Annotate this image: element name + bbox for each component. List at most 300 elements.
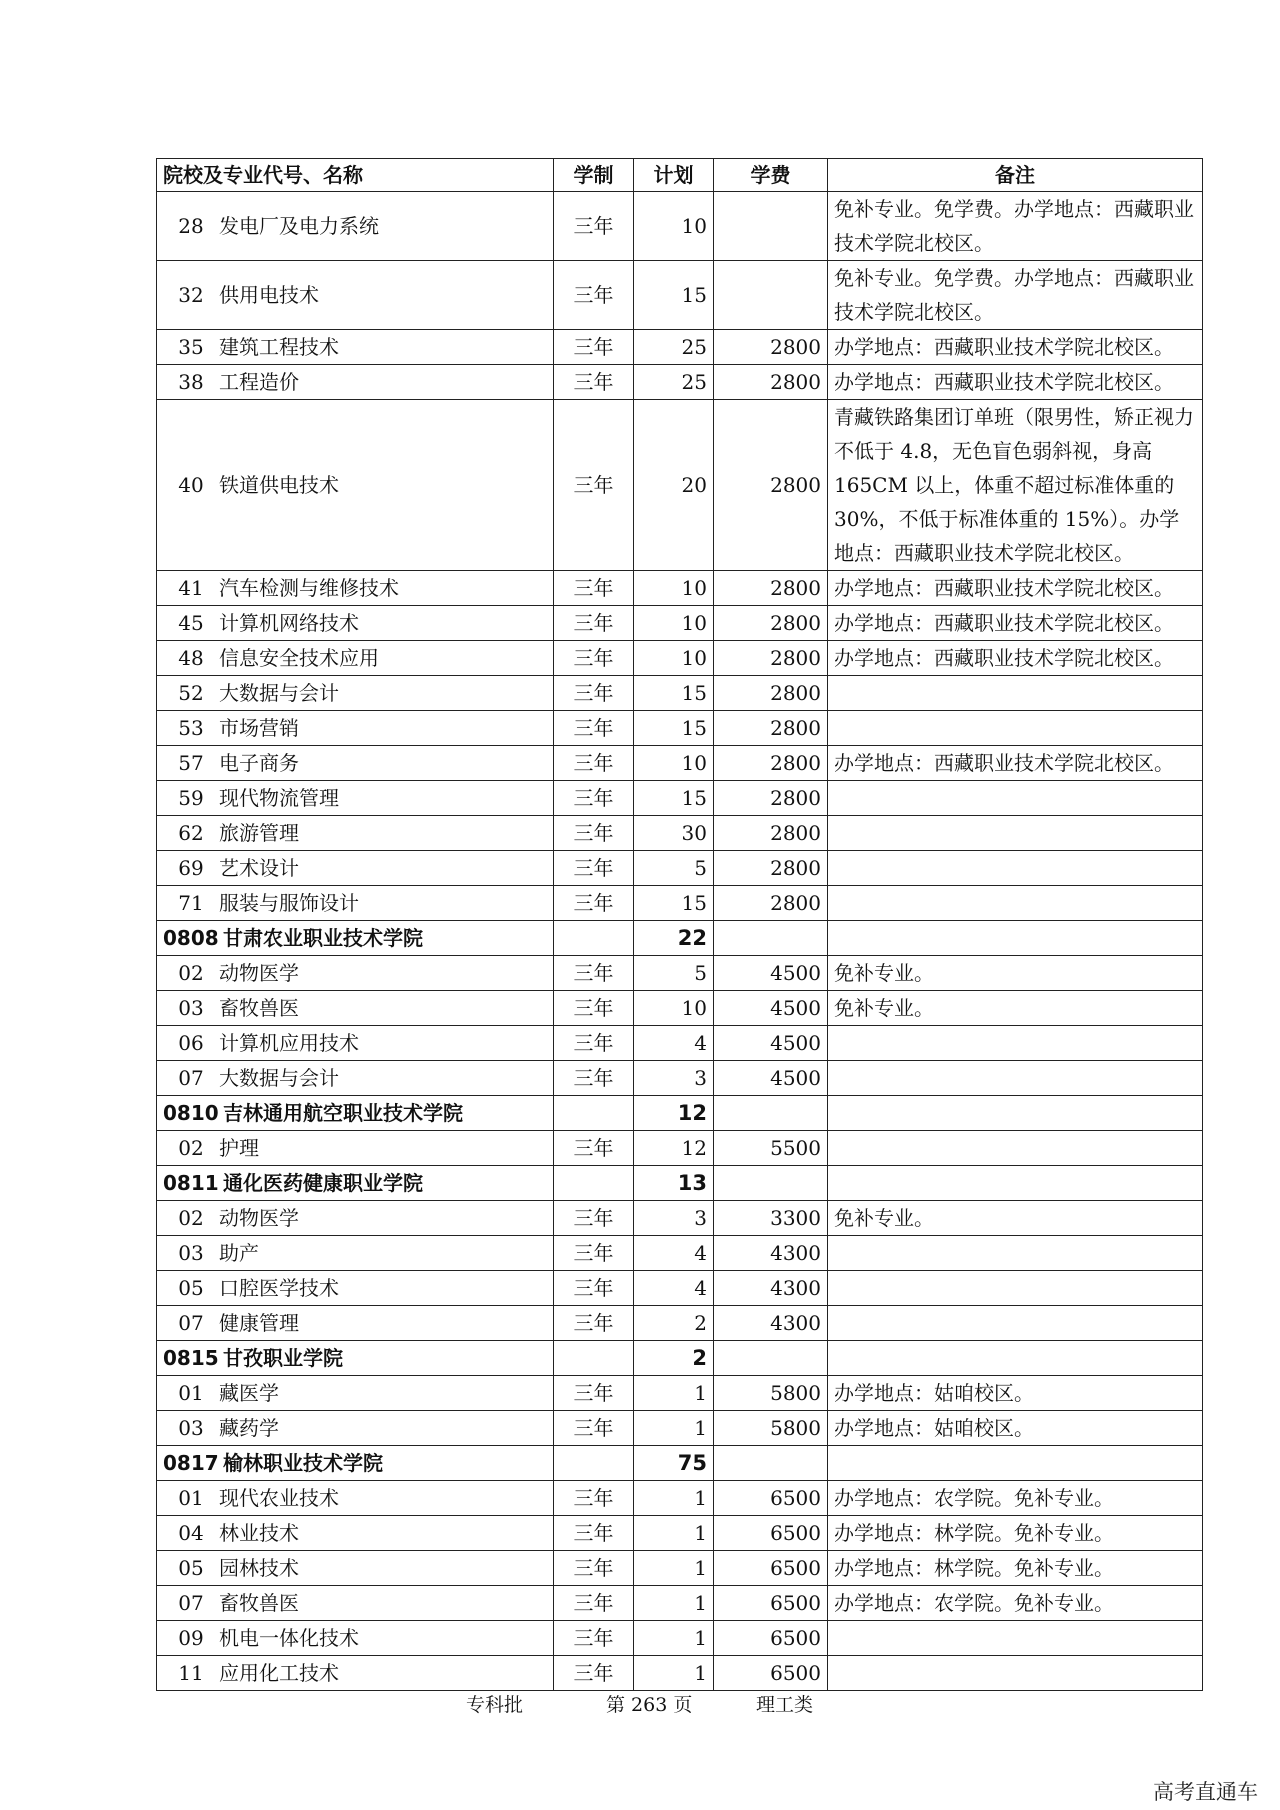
plan-cell: 75 <box>634 1446 714 1481</box>
name: 发电厂及电力系统 <box>219 214 379 238</box>
fee-cell: 2800 <box>714 851 828 886</box>
fee-cell: 6500 <box>714 1516 828 1551</box>
years-cell: 三年 <box>554 400 634 571</box>
note-cell <box>828 1271 1203 1306</box>
years-cell: 三年 <box>554 1481 634 1516</box>
table-row <box>157 261 1203 330</box>
note-cell <box>828 1166 1203 1201</box>
table-row <box>157 365 1203 400</box>
plan-cell: 30 <box>634 816 714 851</box>
name-cell <box>157 1166 554 1201</box>
code: 06 <box>178 1031 204 1055</box>
years-cell: 三年 <box>554 1131 634 1166</box>
years-cell <box>554 1166 634 1201</box>
note-cell: 办学地点：西藏职业技术学院北校区。 <box>828 571 1203 606</box>
code: 02 <box>178 1136 204 1160</box>
fee-cell <box>714 1341 828 1376</box>
name: 畜牧兽医 <box>219 996 299 1020</box>
plan-cell: 10 <box>634 571 714 606</box>
years-cell: 三年 <box>554 1656 634 1691</box>
table-row <box>157 1586 1203 1621</box>
plan-cell: 12 <box>634 1096 714 1131</box>
table-row <box>157 1481 1203 1516</box>
name: 计算机应用技术 <box>219 1031 359 1055</box>
code: 03 <box>178 1416 204 1440</box>
header-fee: 学费 <box>714 159 828 192</box>
school-row <box>157 1446 1203 1481</box>
plan-cell: 10 <box>634 606 714 641</box>
plan-cell: 5 <box>634 851 714 886</box>
fee-cell: 2800 <box>714 606 828 641</box>
fee-cell: 5800 <box>714 1411 828 1446</box>
fee-cell <box>714 1446 828 1481</box>
code: 0808 <box>163 926 219 950</box>
name-cell <box>157 886 554 921</box>
table-row <box>157 1026 1203 1061</box>
note-cell: 免补专业。 <box>828 991 1203 1026</box>
code: 01 <box>178 1486 204 1510</box>
fee-cell <box>714 1096 828 1131</box>
name-cell <box>157 1481 554 1516</box>
fee-cell <box>714 921 828 956</box>
name: 动物医学 <box>219 1206 299 1230</box>
years-cell: 三年 <box>554 851 634 886</box>
name: 建筑工程技术 <box>219 335 339 359</box>
code: 04 <box>178 1521 204 1545</box>
note-cell: 免补专业。 <box>828 956 1203 991</box>
name: 工程造价 <box>219 370 299 394</box>
years-cell: 三年 <box>554 1306 634 1341</box>
header-note: 备注 <box>828 159 1203 192</box>
table-row <box>157 1061 1203 1096</box>
note-cell: 免补专业。免学费。办学地点：西藏职业技术学院北校区。 <box>828 192 1203 261</box>
fee-cell: 4500 <box>714 956 828 991</box>
fee-cell: 5800 <box>714 1376 828 1411</box>
name-cell <box>157 956 554 991</box>
code: 07 <box>178 1311 204 1335</box>
note-cell <box>828 1096 1203 1131</box>
code: 05 <box>178 1556 204 1580</box>
fee-cell: 2800 <box>714 816 828 851</box>
table-row <box>157 711 1203 746</box>
name-cell <box>157 641 554 676</box>
note-cell <box>828 1306 1203 1341</box>
name-cell <box>157 746 554 781</box>
name-cell <box>157 261 554 330</box>
name: 大数据与会计 <box>219 1066 339 1090</box>
years-cell: 三年 <box>554 886 634 921</box>
name-cell <box>157 1551 554 1586</box>
name-cell <box>157 192 554 261</box>
years-cell <box>554 1096 634 1131</box>
plan-cell: 3 <box>634 1061 714 1096</box>
footer-batch: 专科批 <box>466 1694 524 1716</box>
plan-cell: 20 <box>634 400 714 571</box>
plan-cell: 15 <box>634 676 714 711</box>
name: 信息安全技术应用 <box>219 646 379 670</box>
code: 71 <box>178 891 204 915</box>
years-cell: 三年 <box>554 1201 634 1236</box>
note-cell <box>828 1061 1203 1096</box>
name: 市场营销 <box>219 716 299 740</box>
fee-cell: 6500 <box>714 1656 828 1691</box>
name: 艺术设计 <box>219 856 299 880</box>
years-cell: 三年 <box>554 571 634 606</box>
code: 41 <box>178 576 204 600</box>
years-cell: 三年 <box>554 1026 634 1061</box>
table-row <box>157 330 1203 365</box>
name: 甘孜职业学院 <box>223 1346 343 1370</box>
code: 07 <box>178 1066 204 1090</box>
plan-cell: 15 <box>634 261 714 330</box>
name: 通化医药健康职业学院 <box>223 1171 423 1195</box>
name-cell <box>157 1131 554 1166</box>
school-row <box>157 1096 1203 1131</box>
code: 02 <box>178 961 204 985</box>
plan-cell: 1 <box>634 1586 714 1621</box>
plan-cell: 10 <box>634 192 714 261</box>
school-row <box>157 1166 1203 1201</box>
fee-cell: 2800 <box>714 571 828 606</box>
note-cell <box>828 816 1203 851</box>
plan-cell: 1 <box>634 1376 714 1411</box>
plan-cell: 10 <box>634 641 714 676</box>
table-row <box>157 606 1203 641</box>
note-cell: 办学地点：姑咱校区。 <box>828 1376 1203 1411</box>
name-cell <box>157 816 554 851</box>
name: 服装与服饰设计 <box>219 891 359 915</box>
years-cell: 三年 <box>554 261 634 330</box>
fee-cell: 6500 <box>714 1621 828 1656</box>
name: 健康管理 <box>219 1311 299 1335</box>
table-row <box>157 991 1203 1026</box>
name-cell <box>157 711 554 746</box>
years-cell: 三年 <box>554 1516 634 1551</box>
note-cell <box>828 1131 1203 1166</box>
fee-cell: 4300 <box>714 1271 828 1306</box>
fee-cell: 2800 <box>714 781 828 816</box>
name: 供用电技术 <box>219 283 319 307</box>
plan-cell: 25 <box>634 365 714 400</box>
fee-cell: 2800 <box>714 886 828 921</box>
code: 52 <box>178 681 204 705</box>
name-cell <box>157 781 554 816</box>
plan-cell: 4 <box>634 1026 714 1061</box>
name-cell <box>157 991 554 1026</box>
name: 助产 <box>219 1241 259 1265</box>
table-row <box>157 1131 1203 1166</box>
code: 0815 <box>163 1346 219 1370</box>
table-row <box>157 192 1203 261</box>
years-cell: 三年 <box>554 1376 634 1411</box>
table-row <box>157 400 1203 571</box>
plan-cell: 2 <box>634 1306 714 1341</box>
note-cell: 办学地点：西藏职业技术学院北校区。 <box>828 641 1203 676</box>
years-cell: 三年 <box>554 711 634 746</box>
note-cell: 免补专业。 <box>828 1201 1203 1236</box>
name-cell <box>157 1516 554 1551</box>
admission-plan-table <box>156 158 1203 1691</box>
fee-cell: 4300 <box>714 1236 828 1271</box>
note-cell: 办学地点：林学院。免补专业。 <box>828 1551 1203 1586</box>
fee-cell: 2800 <box>714 330 828 365</box>
watermark: 高考直通车 <box>1153 1780 1258 1804</box>
plan-cell: 15 <box>634 711 714 746</box>
name-cell <box>157 1586 554 1621</box>
plan-cell: 22 <box>634 921 714 956</box>
table-row <box>157 571 1203 606</box>
fee-cell: 2800 <box>714 641 828 676</box>
table-body <box>157 192 1203 1691</box>
name-cell <box>157 365 554 400</box>
name: 藏医学 <box>219 1381 279 1405</box>
table-row <box>157 1201 1203 1236</box>
footer-page-number: 第 263 页 <box>606 1694 693 1716</box>
code: 45 <box>178 611 204 635</box>
name-cell <box>157 1061 554 1096</box>
code: 05 <box>178 1276 204 1300</box>
plan-cell: 13 <box>634 1166 714 1201</box>
note-cell: 办学地点：农学院。免补专业。 <box>828 1586 1203 1621</box>
name-cell <box>157 1656 554 1691</box>
years-cell: 三年 <box>554 1586 634 1621</box>
fee-cell: 4300 <box>714 1306 828 1341</box>
note-cell <box>828 1026 1203 1061</box>
school-row <box>157 1341 1203 1376</box>
note-cell <box>828 851 1203 886</box>
plan-cell: 3 <box>634 1201 714 1236</box>
years-cell: 三年 <box>554 781 634 816</box>
name: 园林技术 <box>219 1556 299 1580</box>
table-row <box>157 1411 1203 1446</box>
fee-cell: 6500 <box>714 1481 828 1516</box>
name: 甘肃农业职业技术学院 <box>223 926 423 950</box>
fee-cell <box>714 261 828 330</box>
name-cell <box>157 1201 554 1236</box>
code: 40 <box>178 473 204 497</box>
table-row <box>157 746 1203 781</box>
code: 01 <box>178 1381 204 1405</box>
fee-cell: 6500 <box>714 1586 828 1621</box>
note-cell <box>828 1341 1203 1376</box>
school-row <box>157 921 1203 956</box>
note-cell <box>828 921 1203 956</box>
table-row <box>157 641 1203 676</box>
name: 电子商务 <box>219 751 299 775</box>
table-row <box>157 781 1203 816</box>
code: 02 <box>178 1206 204 1230</box>
code: 0817 <box>163 1451 219 1475</box>
table-row <box>157 1236 1203 1271</box>
fee-cell: 2800 <box>714 711 828 746</box>
name: 畜牧兽医 <box>219 1591 299 1615</box>
name: 现代物流管理 <box>219 786 339 810</box>
name: 藏药学 <box>219 1416 279 1440</box>
table-row <box>157 1551 1203 1586</box>
code: 59 <box>178 786 204 810</box>
note-cell <box>828 781 1203 816</box>
years-cell: 三年 <box>554 816 634 851</box>
fee-cell: 4500 <box>714 1026 828 1061</box>
note-cell: 办学地点：西藏职业技术学院北校区。 <box>828 746 1203 781</box>
name: 现代农业技术 <box>219 1486 339 1510</box>
name: 吉林通用航空职业技术学院 <box>223 1101 463 1125</box>
table-row <box>157 851 1203 886</box>
name: 动物医学 <box>219 961 299 985</box>
plan-cell: 1 <box>634 1621 714 1656</box>
fee-cell: 2800 <box>714 746 828 781</box>
fee-cell: 3300 <box>714 1201 828 1236</box>
plan-cell: 4 <box>634 1236 714 1271</box>
note-cell <box>828 711 1203 746</box>
code: 11 <box>178 1661 204 1685</box>
table-row <box>157 1656 1203 1691</box>
years-cell: 三年 <box>554 991 634 1026</box>
note-cell: 办学地点：姑咱校区。 <box>828 1411 1203 1446</box>
plan-cell: 1 <box>634 1481 714 1516</box>
name: 机电一体化技术 <box>219 1626 359 1650</box>
table-row <box>157 956 1203 991</box>
code: 38 <box>178 370 204 394</box>
plan-cell: 10 <box>634 991 714 1026</box>
code: 03 <box>178 1241 204 1265</box>
code: 48 <box>178 646 204 670</box>
code: 03 <box>178 996 204 1020</box>
header-plan: 计划 <box>634 159 714 192</box>
fee-cell <box>714 1166 828 1201</box>
name: 护理 <box>219 1136 259 1160</box>
table-header-row <box>157 159 1203 192</box>
header-name: 院校及专业代号、名称 <box>157 159 554 192</box>
code: 69 <box>178 856 204 880</box>
code: 09 <box>178 1626 204 1650</box>
years-cell: 三年 <box>554 606 634 641</box>
footer-category: 理工类 <box>756 1694 814 1716</box>
years-cell: 三年 <box>554 330 634 365</box>
plan-cell: 1 <box>634 1411 714 1446</box>
years-cell: 三年 <box>554 641 634 676</box>
note-cell <box>828 1656 1203 1691</box>
name-cell <box>157 676 554 711</box>
years-cell <box>554 921 634 956</box>
years-cell: 三年 <box>554 1621 634 1656</box>
years-cell: 三年 <box>554 1271 634 1306</box>
note-cell <box>828 886 1203 921</box>
plan-cell: 2 <box>634 1341 714 1376</box>
years-cell <box>554 1341 634 1376</box>
name: 榆林职业技术学院 <box>223 1451 383 1475</box>
code: 28 <box>178 214 204 238</box>
name-cell <box>157 1341 554 1376</box>
name: 大数据与会计 <box>219 681 339 705</box>
plan-cell: 25 <box>634 330 714 365</box>
name: 林业技术 <box>219 1521 299 1545</box>
note-cell: 办学地点：西藏职业技术学院北校区。 <box>828 330 1203 365</box>
code: 53 <box>178 716 204 740</box>
years-cell: 三年 <box>554 365 634 400</box>
fee-cell: 4500 <box>714 1061 828 1096</box>
plan-cell: 15 <box>634 886 714 921</box>
table-row <box>157 886 1203 921</box>
name-cell <box>157 921 554 956</box>
name-cell <box>157 1446 554 1481</box>
table-row <box>157 1306 1203 1341</box>
plan-cell: 4 <box>634 1271 714 1306</box>
name-cell <box>157 1236 554 1271</box>
name-cell <box>157 1621 554 1656</box>
note-cell: 办学地点：农学院。免补专业。 <box>828 1481 1203 1516</box>
plan-cell: 15 <box>634 781 714 816</box>
name-cell <box>157 330 554 365</box>
plan-cell: 1 <box>634 1551 714 1586</box>
name: 旅游管理 <box>219 821 299 845</box>
years-cell <box>554 1446 634 1481</box>
table-row <box>157 816 1203 851</box>
name-cell <box>157 571 554 606</box>
note-cell <box>828 1236 1203 1271</box>
name-cell <box>157 1271 554 1306</box>
name: 应用化工技术 <box>219 1661 339 1685</box>
table-row <box>157 1271 1203 1306</box>
name: 计算机网络技术 <box>219 611 359 635</box>
years-cell: 三年 <box>554 746 634 781</box>
years-cell: 三年 <box>554 1551 634 1586</box>
code: 0811 <box>163 1171 219 1195</box>
plan-cell: 10 <box>634 746 714 781</box>
note-cell <box>828 1446 1203 1481</box>
name: 口腔医学技术 <box>219 1276 339 1300</box>
name-cell <box>157 1096 554 1131</box>
years-cell: 三年 <box>554 1061 634 1096</box>
table-row <box>157 676 1203 711</box>
name-cell <box>157 400 554 571</box>
fee-cell: 4500 <box>714 991 828 1026</box>
code: 62 <box>178 821 204 845</box>
years-cell: 三年 <box>554 956 634 991</box>
code: 35 <box>178 335 204 359</box>
fee-cell: 6500 <box>714 1551 828 1586</box>
code: 0810 <box>163 1101 219 1125</box>
note-cell: 青藏铁路集团订单班（限男性，矫正视力不低于 4.8，无色盲色弱斜视，身高 165CM 以上，体重不超过标准体重的 30%，不低于标准体重的 15%）。办学地点：西藏职业技术学院北校区。 <box>828 400 1203 571</box>
note-cell: 办学地点：林学院。免补专业。 <box>828 1516 1203 1551</box>
header-years: 学制 <box>554 159 634 192</box>
fee-cell: 2800 <box>714 676 828 711</box>
table-row <box>157 1376 1203 1411</box>
code: 32 <box>178 283 204 307</box>
years-cell: 三年 <box>554 1411 634 1446</box>
note-cell: 办学地点：西藏职业技术学院北校区。 <box>828 606 1203 641</box>
name-cell <box>157 1306 554 1341</box>
name-cell <box>157 851 554 886</box>
note-cell: 免补专业。免学费。办学地点：西藏职业技术学院北校区。 <box>828 261 1203 330</box>
code: 07 <box>178 1591 204 1615</box>
plan-cell: 1 <box>634 1516 714 1551</box>
name: 铁道供电技术 <box>219 473 339 497</box>
fee-cell: 2800 <box>714 400 828 571</box>
fee-cell <box>714 192 828 261</box>
code: 57 <box>178 751 204 775</box>
note-cell: 办学地点：西藏职业技术学院北校区。 <box>828 365 1203 400</box>
name-cell <box>157 1411 554 1446</box>
years-cell: 三年 <box>554 192 634 261</box>
name: 汽车检测与维修技术 <box>219 576 399 600</box>
table-row <box>157 1621 1203 1656</box>
plan-cell: 12 <box>634 1131 714 1166</box>
name-cell <box>157 606 554 641</box>
name-cell <box>157 1026 554 1061</box>
fee-cell: 5500 <box>714 1131 828 1166</box>
note-cell <box>828 676 1203 711</box>
